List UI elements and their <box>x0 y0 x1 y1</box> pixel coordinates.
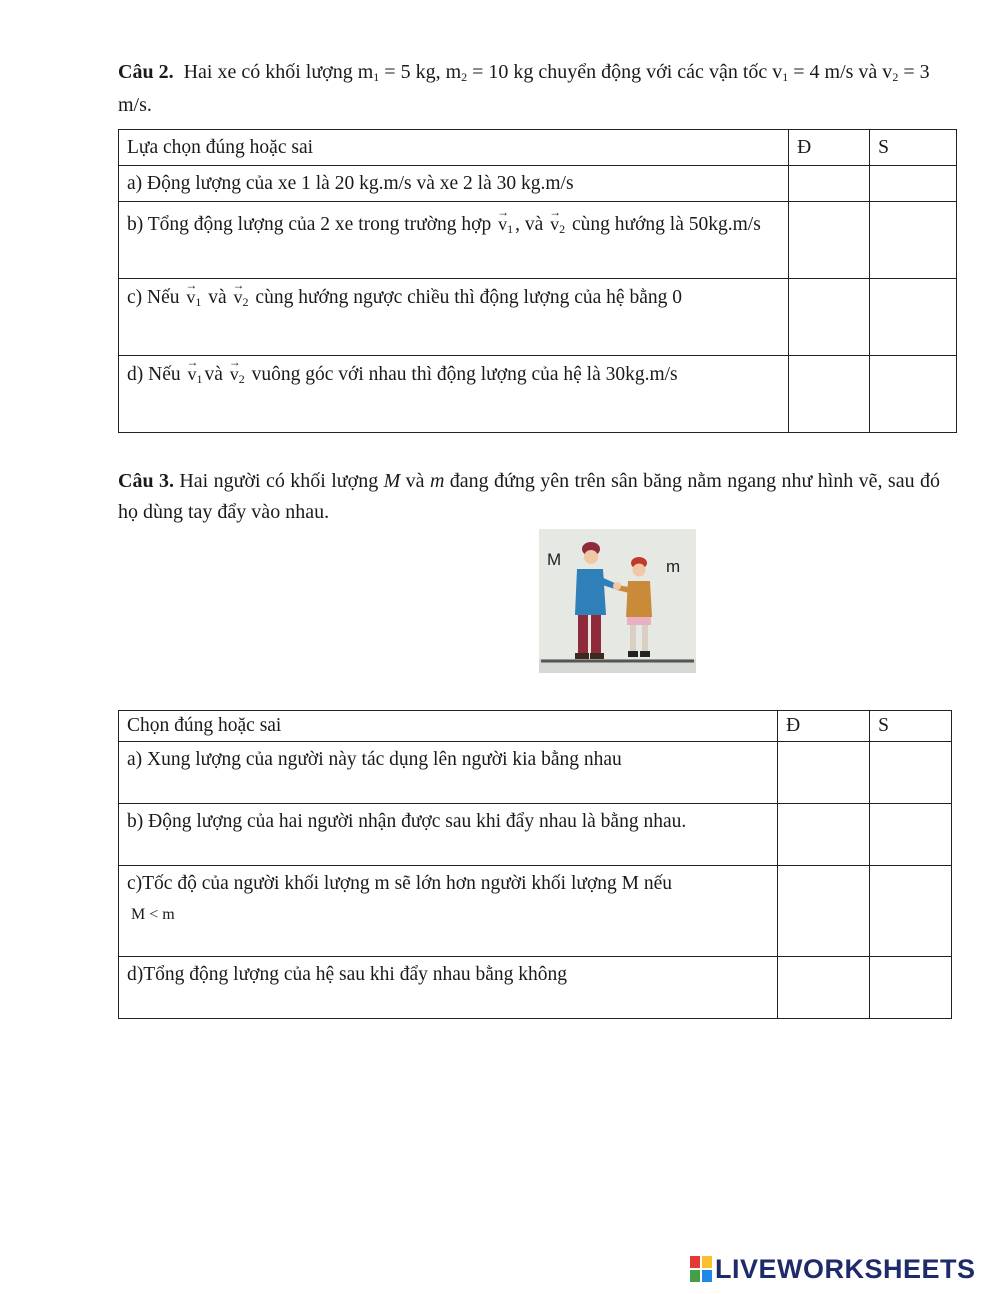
text: và <box>203 287 232 308</box>
liveworksheets-logo <box>690 1254 976 1284</box>
q3-label: Câu 3. <box>118 470 174 492</box>
sub: 1 <box>373 70 380 84</box>
text: c) Nếu <box>127 287 185 308</box>
answer-s-a[interactable] <box>870 742 952 804</box>
table-header-row <box>119 711 952 742</box>
answer-s-b[interactable] <box>870 804 952 866</box>
head <box>584 550 598 564</box>
header-cell: Lựa chọn đúng hoặc sai <box>119 130 789 166</box>
jacket <box>575 569 606 615</box>
q3-text: và <box>400 470 430 492</box>
leg <box>642 625 648 651</box>
sub: 2 <box>559 222 566 236</box>
q3-statement <box>118 466 940 528</box>
formula: M < m <box>131 906 175 923</box>
text: vuông góc với nhau thì động lượng của hệ là 30kg.m/s <box>246 364 678 385</box>
vector-v1 <box>496 205 515 243</box>
leg <box>578 615 588 653</box>
answer-d-d[interactable] <box>789 356 870 433</box>
answer-d-d[interactable] <box>778 957 870 1019</box>
v: v <box>187 364 197 384</box>
answer-d-b[interactable] <box>789 202 870 279</box>
q2-text: = 10 kg chuyển động với các vận tốc v <box>467 61 783 83</box>
skate <box>628 651 638 657</box>
col-s-header: S <box>870 130 957 166</box>
answer-s-b[interactable] <box>870 202 957 279</box>
table-row <box>119 866 952 957</box>
table-header-row <box>119 130 957 166</box>
answer-d-c[interactable] <box>789 279 870 356</box>
col-s-header: S <box>870 711 952 742</box>
statement-b <box>119 202 789 279</box>
text: cùng hướng ngược chiều thì động lượng của hệ bằng 0 <box>250 287 682 308</box>
statement-a: a) Xung lượng của người này tác dụng lên người kia bằng nhau <box>119 742 778 804</box>
logo-square <box>690 1256 700 1268</box>
statement-d: d)Tổng động lượng của hệ sau khi đẩy nhau bằng không <box>119 957 778 1019</box>
sub: 1 <box>195 295 202 309</box>
v: v <box>186 287 196 307</box>
sub: 2 <box>242 295 249 309</box>
answer-s-d[interactable] <box>870 356 957 433</box>
q2-table <box>118 129 957 433</box>
text: c)Tốc độ của người khối lượng m sẽ lớn hơn người khối lượng M nếu <box>127 873 673 894</box>
leg <box>630 625 636 651</box>
boot <box>575 653 589 659</box>
skate <box>640 651 650 657</box>
skirt <box>627 617 651 625</box>
head <box>633 564 646 577</box>
statement-c <box>119 866 778 957</box>
vector-v2 <box>232 282 251 312</box>
statement-c <box>119 279 789 356</box>
statement-b: b) Động lượng của hai người nhận được sau khi đẩy nhau là bằng nhau. <box>119 804 778 866</box>
q2-text: = 5 kg, m <box>379 61 462 83</box>
table-row <box>119 957 952 1019</box>
sub: 2 <box>238 372 245 386</box>
q3-text: đang đứng yên trên sân băng nằm ngang như hình vẽ, sau đó họ dùng tay đẩy vào nhau. <box>118 470 940 523</box>
vector-v1 <box>184 282 203 312</box>
answer-s-c[interactable] <box>870 279 957 356</box>
mass-M: M <box>383 470 401 492</box>
table-row <box>119 742 952 804</box>
text: b) Tổng động lượng của 2 xe trong trường hợp <box>127 214 497 235</box>
col-d-header: Đ <box>789 130 870 166</box>
answer-s-d[interactable] <box>870 957 952 1019</box>
table-row <box>119 356 957 433</box>
skaters-figure <box>539 529 696 673</box>
table-row <box>119 166 957 202</box>
v: v <box>550 214 560 234</box>
q3-table <box>118 710 952 1019</box>
q2-label: Câu 2. <box>118 61 174 83</box>
text: và <box>204 364 228 385</box>
sub: 1 <box>782 70 789 84</box>
sub: 2 <box>892 70 899 84</box>
answer-d-a[interactable] <box>789 166 870 202</box>
table-row <box>119 279 957 356</box>
logo-text: LIVEWORKSHEETS <box>715 1253 976 1284</box>
q2-statement <box>118 56 940 122</box>
answer-s-a[interactable] <box>870 166 957 202</box>
vector-v2 <box>548 205 567 243</box>
logo-square <box>702 1256 712 1268</box>
statement-a: a) Động lượng của xe 1 là 20 kg.m/s và xe 2 là 30 kg.m/s <box>119 166 789 202</box>
vector-v1 <box>185 359 204 389</box>
v: v <box>229 364 239 384</box>
label-m: m <box>666 557 681 576</box>
q2-text: = 4 m/s và v <box>788 61 893 83</box>
q2-text: = 3 m/s. <box>118 61 930 116</box>
answer-s-c[interactable] <box>870 866 952 957</box>
statement-d <box>119 356 789 433</box>
vector-v2 <box>228 359 247 389</box>
v: v <box>498 214 508 234</box>
sub: 1 <box>196 372 203 386</box>
logo-square <box>690 1270 700 1282</box>
answer-d-b[interactable] <box>778 804 870 866</box>
q3-text: Hai người có khối lượng <box>173 470 384 492</box>
label-M: M <box>547 550 562 569</box>
sub: 2 <box>461 70 468 84</box>
logo-square <box>702 1270 712 1282</box>
figure-background <box>539 529 696 673</box>
hands <box>613 582 621 590</box>
col-d-header: Đ <box>778 711 870 742</box>
coat <box>626 581 652 617</box>
answer-d-a[interactable] <box>778 742 870 804</box>
v: v <box>233 287 243 307</box>
table-row <box>119 202 957 279</box>
leg <box>591 615 601 653</box>
answer-d-c[interactable] <box>778 866 870 957</box>
header-cell: Chọn đúng hoặc sai <box>119 711 778 742</box>
table-row <box>119 804 952 866</box>
text: d) Nếu <box>127 364 186 385</box>
sub: 1 <box>507 222 514 236</box>
boot <box>590 653 604 659</box>
mass-m: m <box>429 470 445 492</box>
text: , và <box>515 214 549 235</box>
logo-mark-icon <box>690 1256 712 1282</box>
text: cùng hướng là 50kg.m/s <box>567 214 761 235</box>
q2-text: Hai xe có khối lượng m <box>183 61 374 83</box>
